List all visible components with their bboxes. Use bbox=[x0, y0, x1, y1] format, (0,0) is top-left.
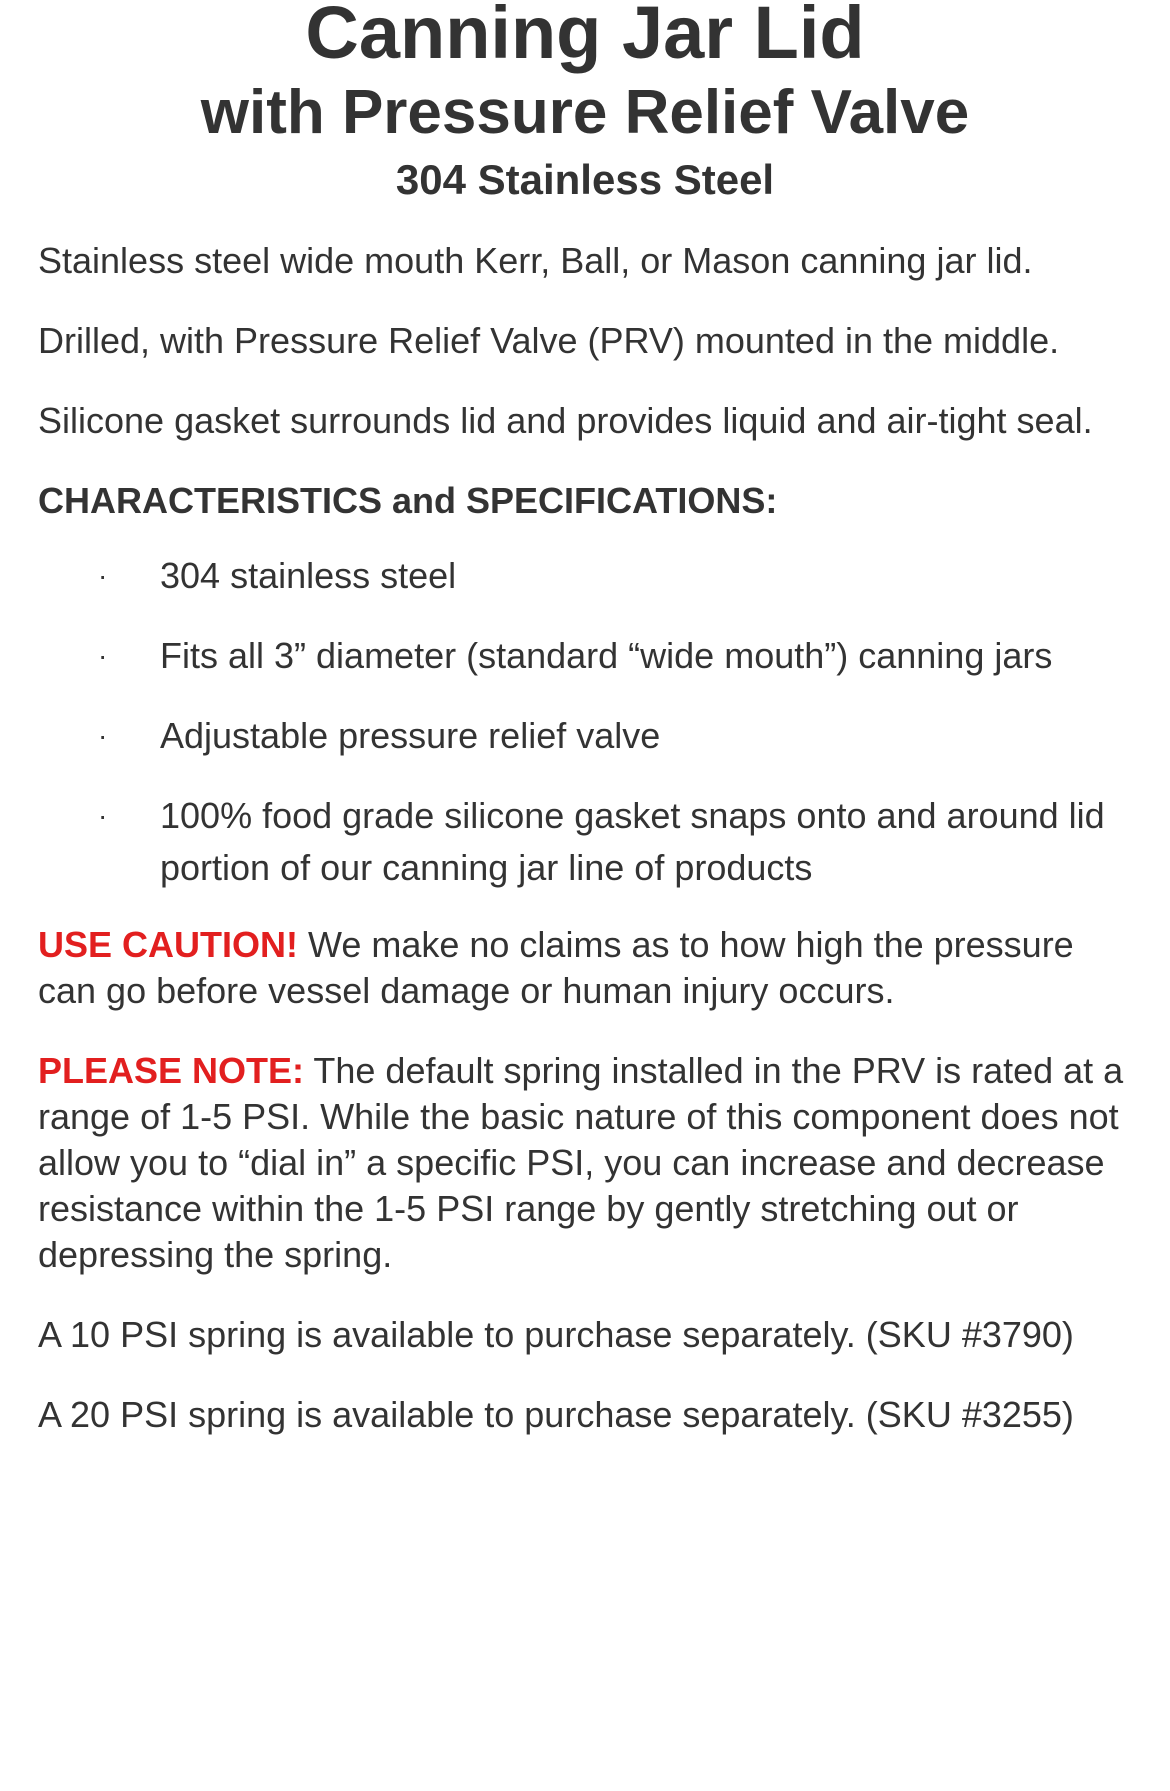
intro-paragraph-prv: Drilled, with Pressure Relief Valve (PRV) mounted in the middle. bbox=[38, 320, 1060, 361]
spec-item-text: 304 stainless steel bbox=[160, 555, 457, 596]
note-text: The default spring installed in the PRV is rated at a range of 1-5 PSI. While the basic nature of this component does not allow you to “dial in” a specific PSI, you can increase and decrease resistance within the 1-5 PSI range by gently stretching out or depressing the spring. bbox=[38, 1050, 1124, 1275]
page-subtitle: with Pressure Relief Valve bbox=[200, 78, 970, 147]
list-item bbox=[38, 790, 1132, 894]
intro-paragraph-lid: Stainless steel wide mouth Kerr, Ball, or Mason canning jar lid. bbox=[38, 240, 1033, 281]
spec-item-text: Fits all 3” diameter (standard “wide mouth”) canning jars bbox=[160, 635, 1053, 676]
spring-20psi-paragraph: A 20 PSI spring is available to purchase separately. (SKU #3255) bbox=[38, 1394, 1074, 1435]
caution-text: We make no claims as to how high the pressure can go before vessel damage or human injury occurs. bbox=[38, 924, 1074, 1011]
spec-item-text: 100% food grade silicone gasket snaps onto and around lid portion of our canning jar line of products bbox=[160, 795, 1105, 888]
page-title: Canning Jar Lid bbox=[305, 0, 865, 74]
caution-paragraph bbox=[38, 922, 1132, 1014]
list-item bbox=[38, 630, 1132, 682]
bullet-icon: · bbox=[98, 640, 108, 671]
spec-item-text: Adjustable pressure relief valve bbox=[160, 715, 661, 756]
bullet-icon: · bbox=[98, 720, 108, 751]
list-item bbox=[38, 550, 1132, 602]
list-item bbox=[38, 710, 1132, 762]
spring-10psi-paragraph: A 10 PSI spring is available to purchase separately. (SKU #3790) bbox=[38, 1314, 1074, 1355]
specs-heading: CHARACTERISTICS and SPECIFICATIONS: bbox=[38, 480, 778, 521]
note-paragraph bbox=[38, 1048, 1132, 1278]
intro-paragraph-gasket: Silicone gasket surrounds lid and provides liquid and air-tight seal. bbox=[38, 400, 1093, 441]
bullet-icon: · bbox=[98, 560, 108, 591]
bullet-icon: · bbox=[98, 800, 108, 831]
caution-label: USE CAUTION! bbox=[38, 924, 298, 965]
specs-list bbox=[38, 550, 1132, 894]
material-heading: 304 Stainless Steel bbox=[395, 156, 775, 203]
note-label: PLEASE NOTE: bbox=[38, 1050, 305, 1091]
